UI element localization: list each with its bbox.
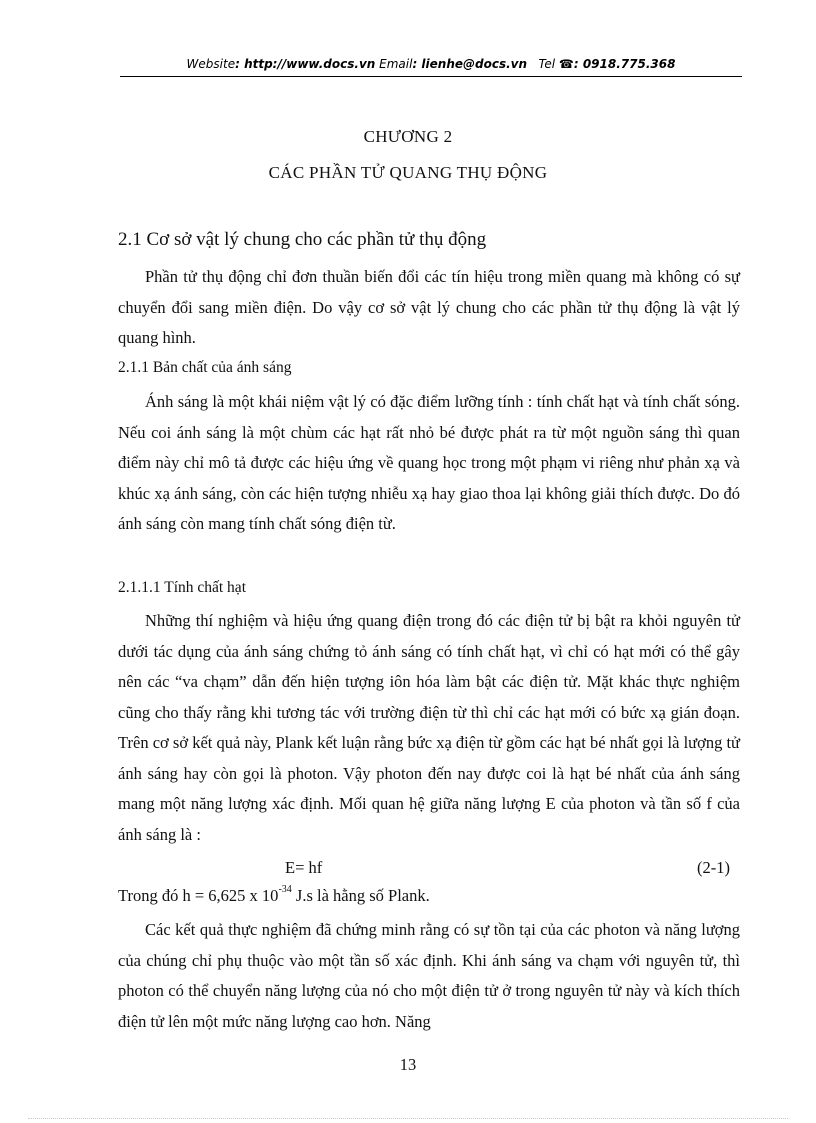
subsection-heading-light-nature: 2.1.1 Bản chất của ánh sáng: [118, 359, 292, 376]
particle-paragraph: Những thí nghiệm và hiệu ứng quang điện trong đó các điện tử bị bật ra khỏi nguyên tử dưới tác dụng của ánh sáng chứng tỏ ánh sáng có tính chất hạt, vì chỉ có hạt mới có thể gây nên các “va chạm” dẫn đến hiện tượng iôn hóa làm bật các điện tử. Mặt khác thực nghiệm cũng cho thấy rằng khi tương tác với trường điện từ thì chỉ các hạt mới có bức xạ gián đoạn. Trên cơ sở kết quả này, Plank kết luận rằng bức xạ điện từ gồm các hạt bé nhất gọi là lượng tử ánh sáng hay còn gọi là photon. Vậy photon đến nay được coi là hạt bé nhất của ánh sáng mang một năng lượng xác định. Mối quan hệ giữa năng lượng E của photon và tần số f của ánh sáng là :: [118, 611, 740, 844]
website-url: : http://www.docs.vn: [235, 57, 376, 71]
page-header: [120, 55, 742, 73]
footer-divider: [28, 1118, 788, 1119]
chapter-title: CÁC PHẦN TỬ QUANG THỤ ĐỘNG: [268, 163, 548, 182]
constant-suffix: J.s là hằng số Plank.: [291, 886, 430, 905]
closing-paragraph: Các kết quả thực nghiệm đã chứng minh rằng có sự tồn tại của các photon và năng lượng của chúng chỉ phụ thuộc vào một tần số xác định. Khi ánh sáng va chạm với nguyên tử, thì photon có thể chuyển năng lượng của nó cho một điện tử ở trong nguyên tử này và kích thích điện tử lên một mức năng lượng cao hơn. Năng: [118, 920, 740, 1031]
equation: E= hf: [285, 858, 323, 877]
email-label: Email: [379, 57, 413, 71]
header-divider: [120, 76, 742, 77]
tel-label: Tel: [538, 57, 556, 71]
intro-paragraph: Phần tử thụ động chỉ đơn thuần biến đổi các tín hiệu trong miền quang mà không có sự chuyển đổi sang miền điện. Do vậy cơ sở vật lý chung cho các phần tử thụ động là vật lý quang hình.: [118, 267, 740, 347]
tel-number: : 0918.775.368: [573, 57, 676, 71]
equation-number: (2-1): [697, 858, 730, 877]
subsection-heading-particle: 2.1.1.1 Tính chất hạt: [118, 579, 246, 596]
phone-icon: ☎: [558, 57, 574, 71]
constant-prefix: Trong đó h = 6,625 x 10: [118, 886, 279, 905]
light-nature-paragraph: Ánh sáng là một khái niệm vật lý có đặc điểm lưỡng tính : tính chất hạt và tính chất sóng. Nếu coi ánh sáng là một chùm các hạt rất nhỏ bé được phát ra từ một nguồn sáng thì quan điểm này chỉ mô tả được các hiệu ứng về quang học trong một phạm vi riêng như phản xạ và khúc xạ ánh sáng, còn các hiện tượng nhiễu xạ hay giao thoa lại không giải thích được. Do đó ánh sáng còn mang tính chất sóng điện từ.: [118, 392, 740, 533]
website-label: Website: [186, 57, 236, 71]
chapter-number: CHƯƠNG 2: [363, 127, 453, 146]
page-number: 13: [399, 1055, 417, 1074]
constant-exponent: -34: [278, 884, 292, 895]
section-heading: 2.1 Cơ sở vật lý chung cho các phần tử thụ động: [118, 229, 487, 250]
email-address: : lienhe@docs.vn: [412, 57, 528, 71]
planck-constant-line: [118, 886, 430, 906]
